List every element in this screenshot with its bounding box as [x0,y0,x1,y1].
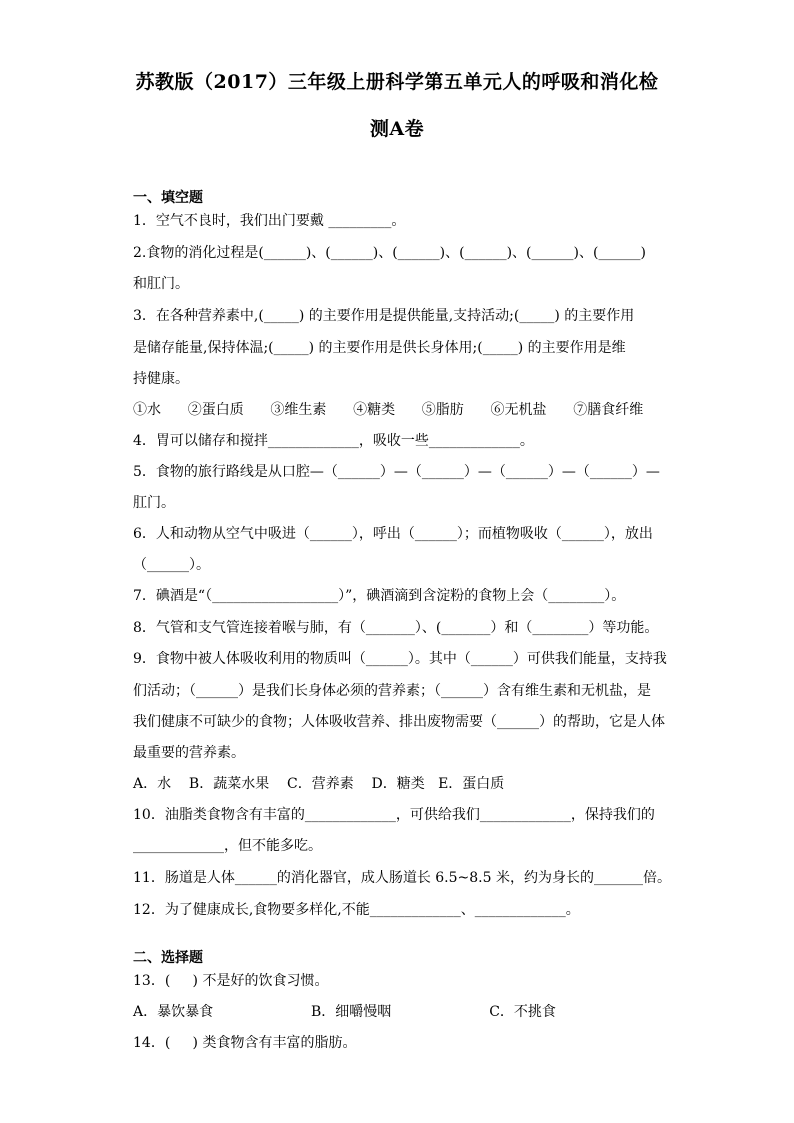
question-line: 是储存能量,保持体温;(_____) 的主要作用是供长身体用;(_____) 的主要作用是维 [133,340,626,356]
question-line: 1．空气不良时，我们出门要戴 _________。 [133,213,406,229]
question-line: 11．肠道是人体______的消化器官，成人肠道长 6.5~8.5 米，约为身长的_______倍。 [133,870,671,886]
question-line: 6．人和动物从空气中吸进（______），呼出（______）；而植物吸收（______），放出 [133,526,653,542]
question-line: 们活动；（______）是我们长身体必须的营养素；（______）含有维生素和无机盐，是 [133,683,651,699]
question-line: 肛门。 [133,495,175,511]
section-heading-multiple-choice: 二、选择题 [133,950,203,966]
question-line: 14．( ) 类食物含有丰富的脂肪。 [133,1035,357,1051]
option-line: A．水 B．蔬菜水果 C．营养素 D．糖类 E．蛋白质 [133,776,505,792]
question-line: 13．( ) 不是好的饮食习惯。 [133,973,329,989]
page-title-line-2: 测A卷 [369,118,425,140]
question-line: 12．为了健康成长,食物要多样化,不能_____________、_____________。 [133,902,580,918]
question-line: 4．胃可以储存和搅拌_____________，吸收一些_____________。 [133,433,534,449]
question-line: 最重要的营养素。 [133,745,245,761]
page-title-line-1: 苏教版（2017）三年级上册科学第五单元人的呼吸和消化检 [135,71,659,93]
section-heading-fill-blank: 一、填空题 [133,190,203,206]
question-line: 5．食物的旅行路线是从口腔—（______）—（______）—（______）—（______）— [133,464,660,480]
option-line: ①水 ②蛋白质 ③维生素 ④糖类 ⑤脂肪 ⑥无机盐 ⑦膳食纤维 [133,402,644,418]
question-line: 持健康。 [133,371,189,387]
question-line: 和肛门。 [133,276,189,292]
question-line: 我们健康不可缺少的食物；人体吸收营养、排出废物需要（______）的帮助，它是人体 [133,714,665,730]
question-line: 10．油脂类食物含有丰富的_____________，可供给我们_____________，保持我们的 [133,807,655,823]
question-line: _____________，但不能多吃。 [133,838,322,854]
question-line: 7．碘酒是“（__________________）”，碘酒滴到含淀粉的食物上会（________）。 [133,588,626,604]
option-line: A．暴饮暴食 B．细嚼慢咽 C．不挑食 [133,1004,556,1020]
question-line: 3．在各种营养素中,(_____) 的主要作用是提供能量,支持活动;(_____) 的主要作用 [133,308,635,324]
question-line: 8．气管和支气管连接着喉与肺，有（_______）、(_______）和（________）等功能。 [133,620,659,636]
question-line: 9．食物中被人体吸收利用的物质叫（______）。其中（______）可供我们能量，支持我 [133,651,667,667]
question-line: 2.食物的消化过程是(______)、(______)、(______)、(______)、(______)、(______) [133,245,646,261]
question-line: （______）。 [133,557,210,573]
